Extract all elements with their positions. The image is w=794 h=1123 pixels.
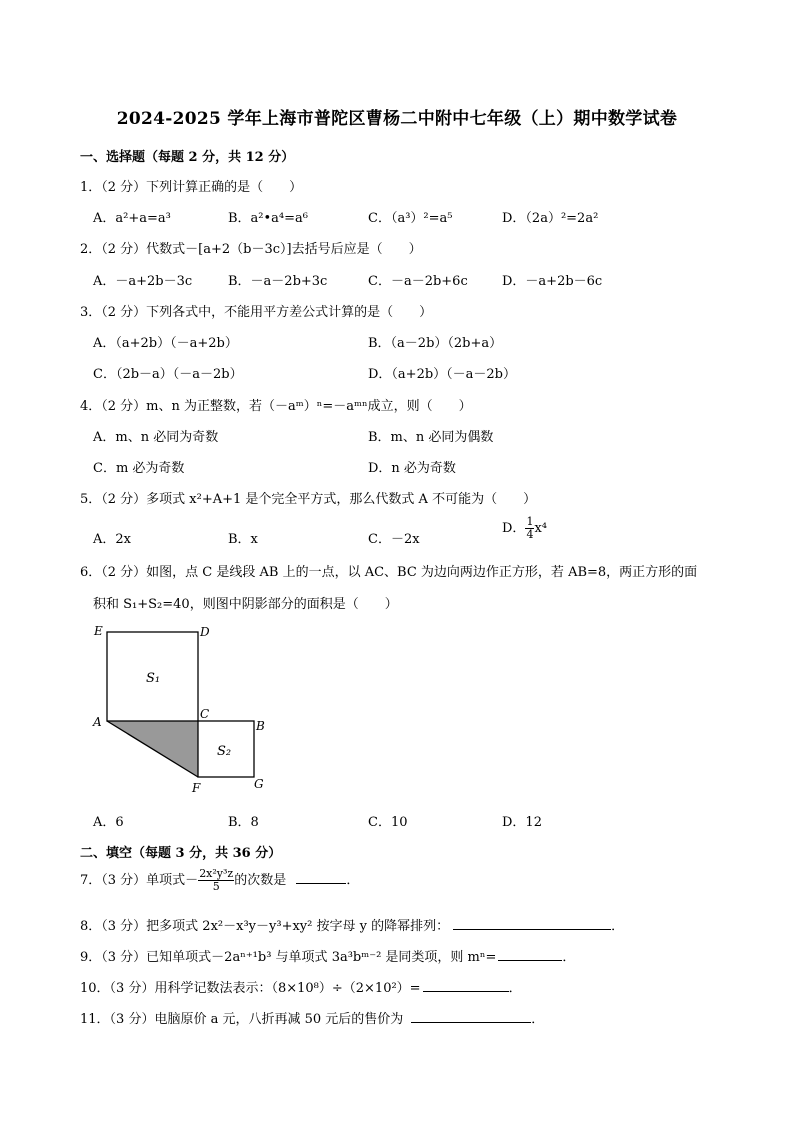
q6-option-c: C．10: [368, 815, 408, 830]
answer-blank[interactable]: [296, 871, 346, 884]
q2-option-a: A．－a+2b－3c: [93, 274, 193, 289]
q3-option-b: B．（a－2b）（2b+a）: [368, 336, 503, 351]
q10-text: 10．（3 分）用科学记数法表示：（8×10⁸）÷（2×10²）=: [80, 981, 421, 996]
label-d: D: [200, 625, 210, 639]
q7-prefix: 7．（3 分）单项式－: [80, 873, 199, 888]
q6-option-d: D．12: [502, 815, 542, 830]
q6-figure: [88, 620, 278, 800]
q2-option-d: D．－a+2b－6c: [502, 274, 603, 289]
q1-option-c: C．（a³）²=a⁵: [368, 211, 453, 226]
q4-option-a: A．m、n 必同为奇数: [93, 430, 219, 445]
question-9: [80, 946, 575, 965]
label-s1: S₁: [146, 671, 161, 686]
q9-end: ．: [562, 950, 576, 965]
question-5-stem: 5．（2 分）多项式 x²+A+1 是个完全平方式，那么代数式 A 不可能为（ ）: [80, 492, 537, 507]
q8-text: 8．（3 分）把多项式 2x²－x³y－y³+xy² 按字母 y 的降幂排列：: [80, 919, 450, 934]
q2-option-b: B．－a－2b+3c: [228, 274, 328, 289]
fraction-denominator: 4: [526, 528, 534, 541]
q7-suffix: 的次数是: [234, 873, 287, 888]
label-e: E: [94, 624, 103, 638]
q10-end: ．: [508, 981, 522, 996]
answer-blank[interactable]: [453, 917, 611, 930]
q6-option-a: A．6: [93, 815, 124, 830]
question-4-stem: 4．（2 分）m、n 为正整数，若（－aᵐ）ⁿ=－aᵐⁿ成立，则（ ）: [80, 399, 472, 414]
label-f: F: [192, 781, 201, 795]
question-6-stem-line1: 6．（2 分）如图，点 C 是线段 AB 上的一点，以 AC、BC 为边向两边作正方形，若 AB=8，两正方形的面: [80, 565, 698, 580]
page-title: 2024-2025 学年上海市普陀区曹杨二中附中七年级（上）期中数学试卷: [116, 109, 678, 129]
answer-blank[interactable]: [423, 979, 509, 992]
fraction-numerator: 2x²y³z: [199, 867, 234, 880]
question-10: [80, 977, 522, 996]
q3-option-a: A．（a+2b）（－a+2b）: [93, 336, 238, 351]
q9-text: 9．（3 分）已知单项式－2aⁿ⁺¹b³ 与单项式 3a³bᵐ⁻² 是同类项，则 mⁿ=: [80, 950, 497, 965]
q1-option-a: A．a²+a=a³: [93, 211, 171, 226]
answer-blank[interactable]: [498, 948, 562, 961]
fraction-denominator: 5: [212, 880, 220, 893]
question-8: [80, 915, 624, 934]
q4-option-d: D．n 必为奇数: [368, 461, 456, 476]
q4-option-c: C．m 必为奇数: [93, 461, 185, 476]
label-c: C: [200, 707, 210, 721]
q3-option-c: C．（2b－a）（－a－2b）: [93, 367, 243, 382]
q5-option-a: A．2x: [93, 532, 131, 547]
q2-option-c: C．－a－2b+6c: [368, 274, 468, 289]
section-heading-choice: 一、选择题（每题 2 分，共 12 分）: [80, 150, 295, 165]
answer-blank[interactable]: [411, 1010, 531, 1023]
fraction: [198, 868, 234, 893]
q11-end: ．: [531, 1012, 545, 1027]
question-2-stem: 2．（2 分）代数式－[a+2（b－3c）]去括号后应是（ ）: [80, 242, 422, 257]
q5-option-b: B．x: [228, 532, 258, 547]
q4-option-b: B．m、n 必同为偶数: [368, 430, 494, 445]
section-heading-fill: 二、填空（每题 3 分，共 36 分）: [80, 846, 282, 861]
q5-option-d-prefix: D．: [502, 521, 526, 536]
q11-text: 11．（3 分）电脑原价 a 元，八折再减 50 元后的售价为: [80, 1012, 404, 1027]
question-7: [80, 868, 359, 893]
label-g: G: [254, 777, 264, 791]
q5-option-d: [502, 516, 547, 541]
q1-option-b: B．a²•a⁴=a⁶: [228, 211, 308, 226]
label-s2: S₂: [217, 744, 232, 759]
q1-option-d: D．（2a）²=2a²: [502, 211, 599, 226]
label-a: A: [93, 715, 102, 729]
q5-option-d-term: x⁴: [534, 521, 547, 536]
q3-option-d: D．（a+2b）（－a－2b）: [368, 367, 517, 382]
question-11: [80, 1008, 544, 1027]
fraction-numerator: 1: [526, 515, 534, 528]
question-3-stem: 3．（2 分）下列各式中，不能用平方差公式计算的是（ ）: [80, 305, 433, 320]
q7-end: ．: [346, 873, 360, 888]
question-1-stem: 1．（2 分）下列计算正确的是（ ）: [80, 180, 303, 195]
q8-end: ．: [611, 919, 625, 934]
q5-option-c: C．－2x: [368, 532, 420, 547]
question-6-stem-line2: 积和 S₁+S₂=40，则图中阴影部分的面积是（ ）: [93, 597, 398, 612]
q6-option-b: B．8: [228, 815, 259, 830]
label-b: B: [256, 719, 265, 733]
